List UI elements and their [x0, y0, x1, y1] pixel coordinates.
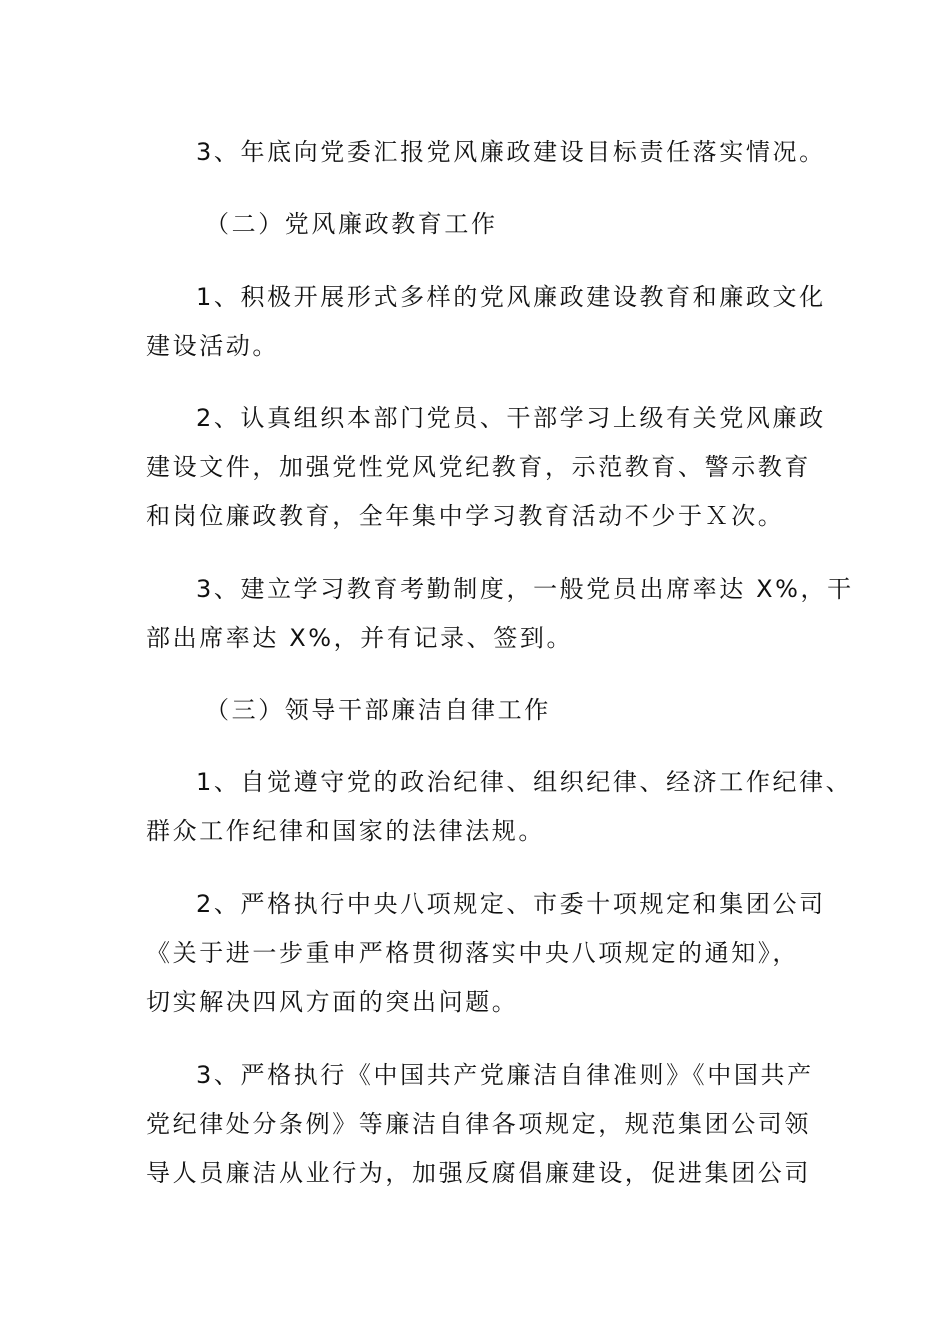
paragraph-line: 切实解决四风方面的突出问题。 [146, 988, 519, 1016]
paragraph-line: 3、严格执行《中国共产党廉洁自律准则》《中国共产 [196, 1061, 814, 1089]
paragraph-line: 建设活动。 [146, 332, 279, 360]
paragraph-line: 建设文件，加强党性党风党纪教育，示范教育、警示教育 [146, 453, 811, 481]
paragraph-line: 1、积极开展形式多样的党风廉政建设教育和廉政文化 [196, 283, 826, 311]
paragraph-line: 部出席率达 X%，并有记录、签到。 [146, 624, 574, 652]
paragraph-line: 党纪律处分条例》等廉洁自律各项规定，规范集团公司领 [146, 1110, 811, 1138]
paragraph-line: 2、认真组织本部门党员、干部学习上级有关党风廉政 [196, 404, 826, 432]
section-heading: （二）党风廉政教育工作 [205, 210, 498, 238]
section-heading: （三）领导干部廉洁自律工作 [205, 696, 551, 724]
paragraph-line: 导人员廉洁从业行为，加强反腐倡廉建设，促进集团公司 [146, 1159, 811, 1187]
paragraph-line: 和岗位廉政教育，全年集中学习教育活动不少于Ｘ次。 [146, 502, 785, 530]
paragraph-line: 《关于进一步重申严格贯彻落实中央八项规定的通知》， [146, 939, 799, 967]
paragraph-line: 1、自觉遵守党的政治纪律、组织纪律、经济工作纪律、 [196, 768, 853, 796]
paragraph-line: 2、严格执行中央八项规定、市委十项规定和集团公司 [196, 890, 826, 918]
paragraph-line: 3、年底向党委汇报党风廉政建设目标责任落实情况。 [196, 138, 826, 166]
paragraph-line: 3、建立学习教育考勤制度，一般党员出席率达 X%，干 [196, 575, 854, 603]
paragraph-line: 群众工作纪律和国家的法律法规。 [146, 817, 545, 845]
